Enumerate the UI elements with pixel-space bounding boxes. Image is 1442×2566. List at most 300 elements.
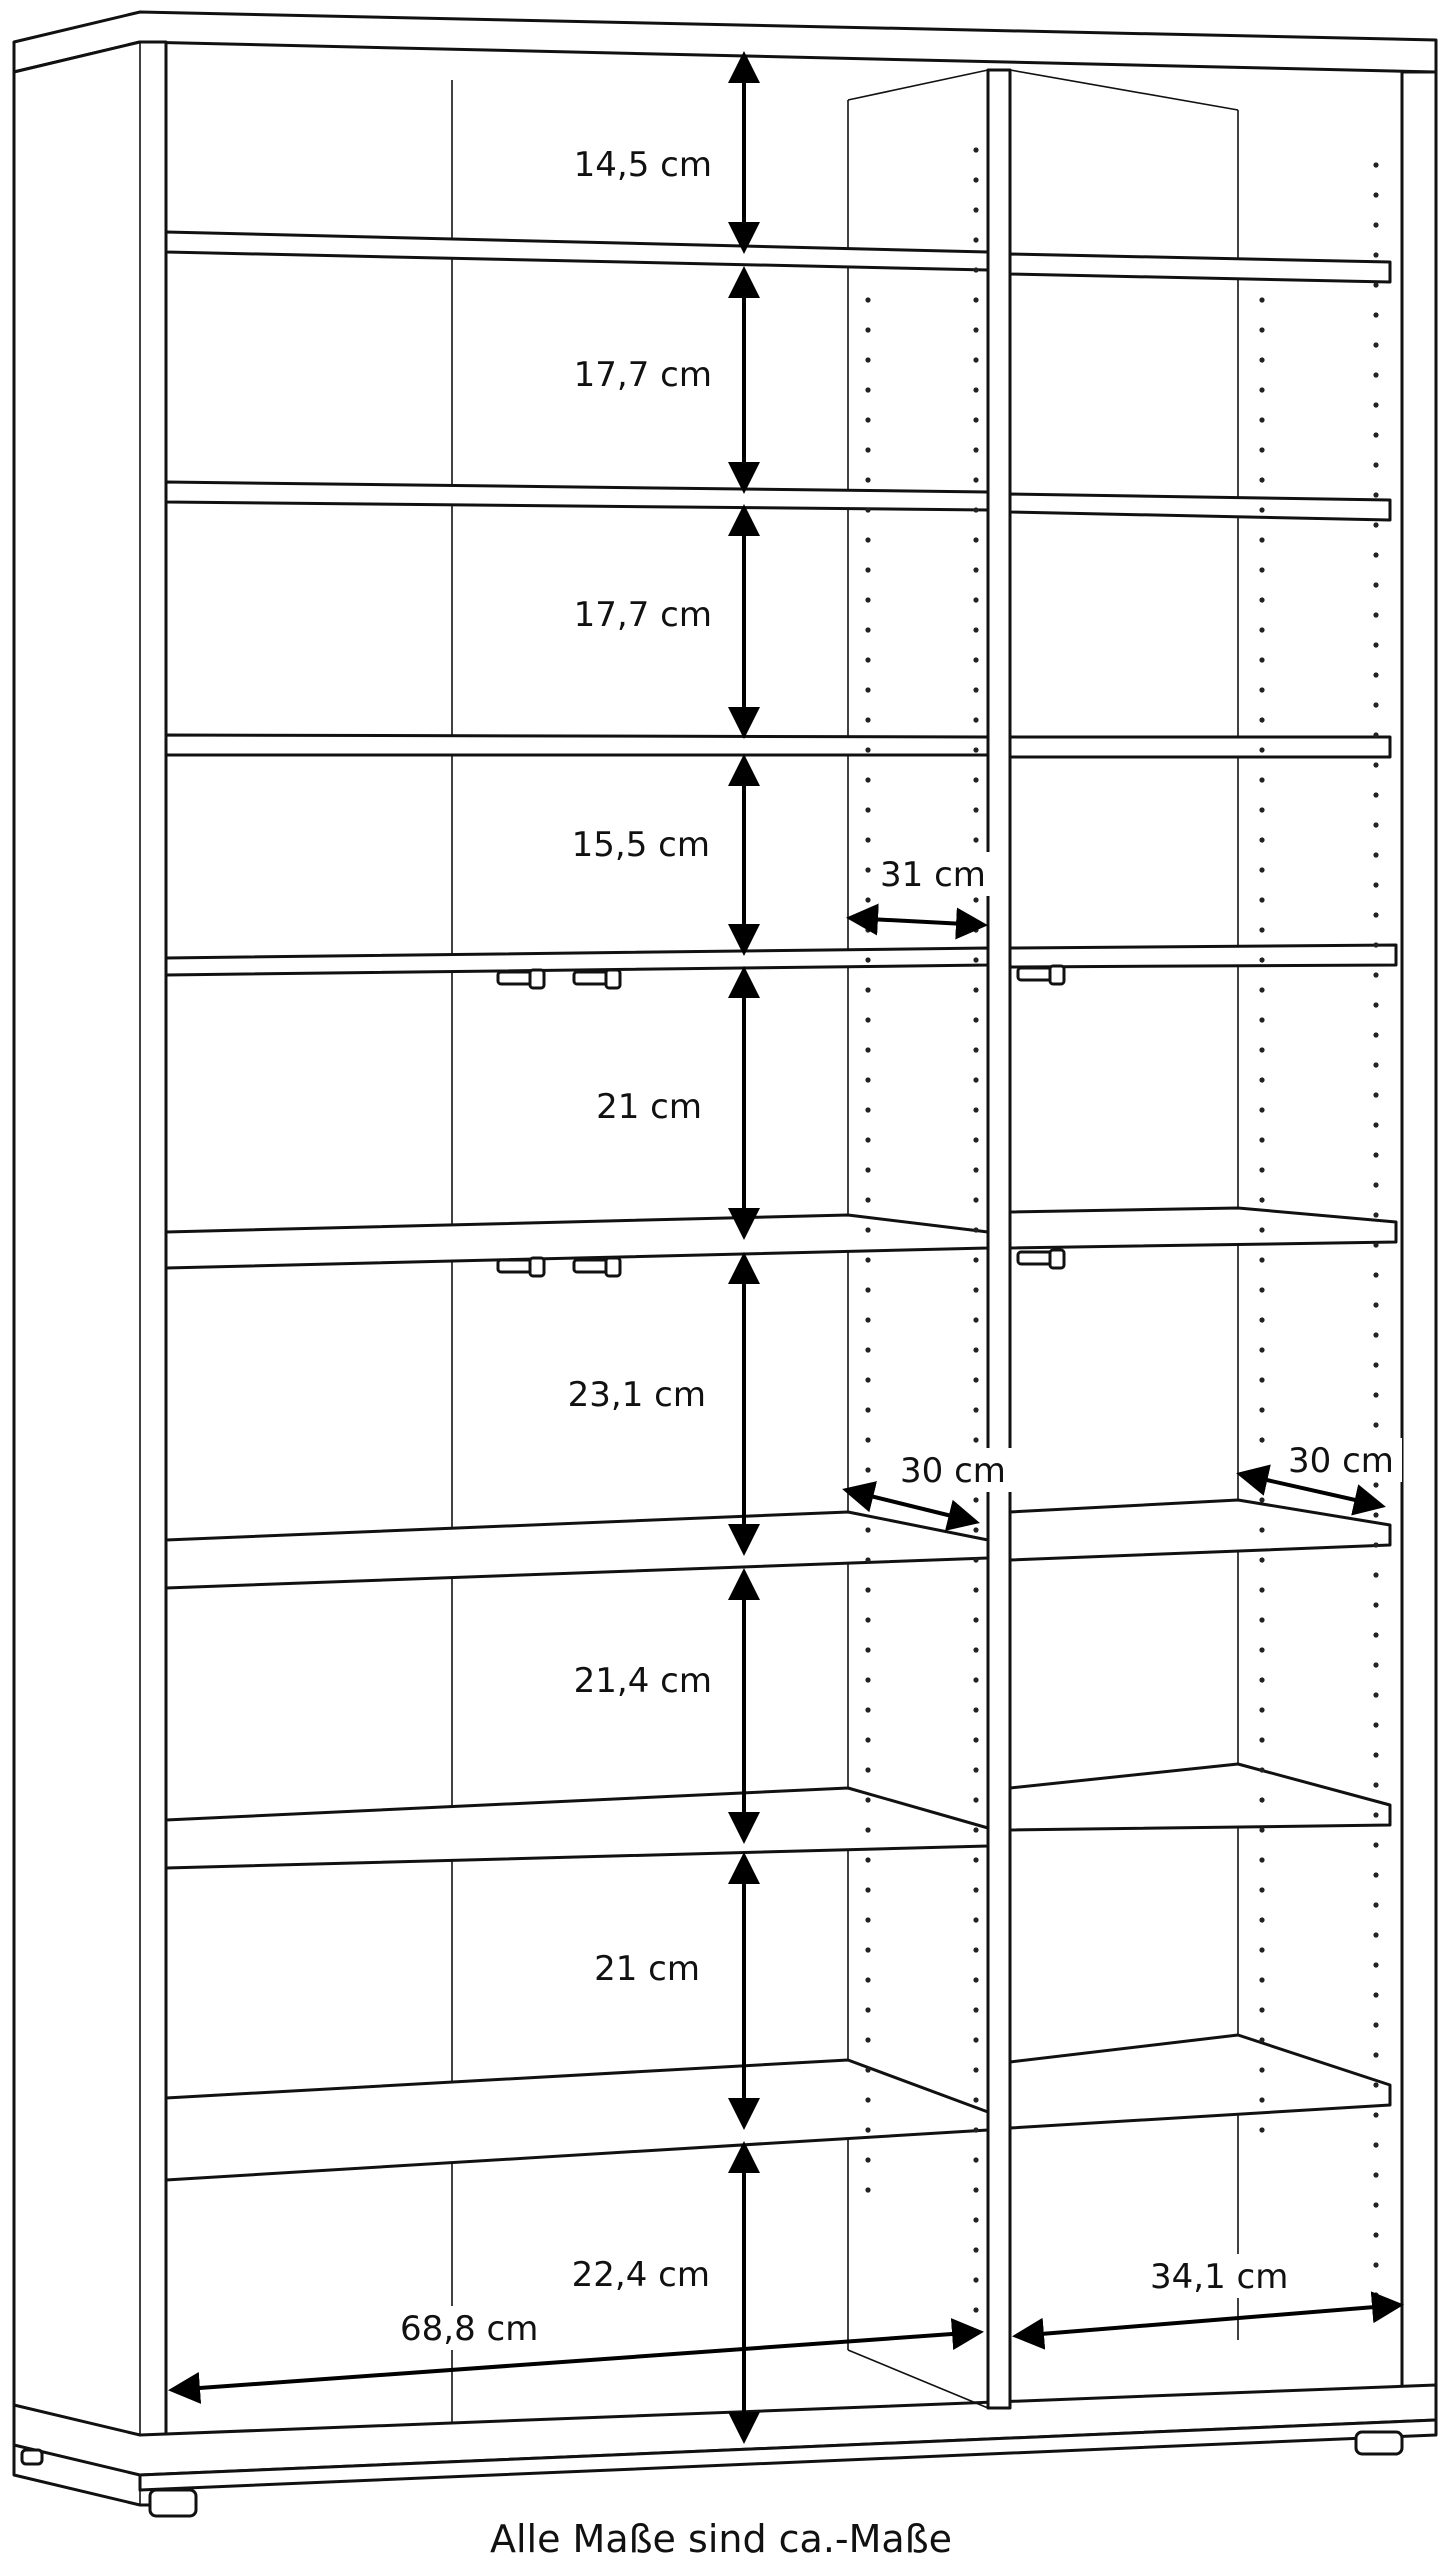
pin-hole bbox=[973, 477, 978, 482]
height-label-6: 23,1 cm bbox=[567, 1375, 706, 1415]
shelves bbox=[166, 232, 1396, 2180]
pin-hole bbox=[865, 477, 870, 482]
pin-hole bbox=[865, 807, 870, 812]
pin-hole bbox=[865, 1917, 870, 1922]
pin-hole bbox=[865, 297, 870, 302]
pin-hole bbox=[1373, 2292, 1378, 2297]
pin-hole bbox=[1373, 582, 1378, 587]
pin-hole bbox=[973, 1407, 978, 1412]
pin-hole bbox=[1259, 1827, 1264, 1832]
pin-hole bbox=[1259, 1947, 1264, 1952]
pin-hole bbox=[865, 1287, 870, 1292]
pin-hole bbox=[865, 2007, 870, 2012]
pin-hole bbox=[973, 747, 978, 752]
caption: Alle Maße sind ca.-Maße bbox=[489, 2517, 953, 2561]
pin-hole bbox=[1259, 1527, 1264, 1532]
pin-hole bbox=[973, 1227, 978, 1232]
pin-hole bbox=[865, 1827, 870, 1832]
pin-hole bbox=[865, 1407, 870, 1412]
pin-hole bbox=[1259, 1227, 1264, 1232]
pin-hole bbox=[1259, 597, 1264, 602]
pin-hole bbox=[1373, 552, 1378, 557]
pin-hole bbox=[865, 627, 870, 632]
pin-hole bbox=[973, 1827, 978, 1832]
pin-hole bbox=[1373, 1272, 1378, 1277]
pin-hole bbox=[973, 1767, 978, 1772]
pin-hole bbox=[865, 777, 870, 782]
pin-hole bbox=[1373, 1002, 1378, 1007]
pin-hole bbox=[1259, 417, 1264, 422]
shelf-4-right bbox=[1010, 945, 1396, 967]
pin-hole bbox=[1373, 2052, 1378, 2057]
pin-hole bbox=[973, 1137, 978, 1142]
shelf-5-right bbox=[1010, 1208, 1396, 1248]
pin-hole bbox=[1373, 2142, 1378, 2147]
pin-hole bbox=[1373, 1512, 1378, 1517]
pin-hole bbox=[973, 717, 978, 722]
pin-hole bbox=[1373, 1212, 1378, 1217]
pin-hole bbox=[1259, 747, 1264, 752]
pin-hole bbox=[973, 1557, 978, 1562]
height-label-7: 21,4 cm bbox=[573, 1661, 712, 1701]
pin-hole bbox=[1373, 432, 1378, 437]
pin-hole bbox=[1259, 1797, 1264, 1802]
pin-hole bbox=[1373, 882, 1378, 887]
pin-hole bbox=[1373, 1182, 1378, 1187]
pin-hole bbox=[1373, 1992, 1378, 1997]
pin-hole bbox=[1259, 1347, 1264, 1352]
pin-hole bbox=[865, 357, 870, 362]
pin-hole bbox=[1259, 1497, 1264, 1502]
pin-hole bbox=[1373, 1122, 1378, 1127]
pin-hole bbox=[1373, 2112, 1378, 2117]
pin-hole bbox=[1373, 1362, 1378, 1367]
foot-front-right bbox=[1356, 2432, 1402, 2454]
pin-hole bbox=[973, 1107, 978, 1112]
center-divider bbox=[988, 70, 1010, 2408]
pin-hole bbox=[1373, 1032, 1378, 1037]
pin-hole bbox=[973, 1587, 978, 1592]
pin-hole bbox=[1259, 357, 1264, 362]
pin-hole bbox=[1259, 2067, 1264, 2072]
shelf-6-left bbox=[166, 1512, 988, 1588]
pin-hole bbox=[1373, 1092, 1378, 1097]
pin-hole bbox=[973, 537, 978, 542]
pin-hole bbox=[1259, 1977, 1264, 1982]
pin-hole bbox=[973, 2007, 978, 2012]
pin-hole bbox=[865, 1137, 870, 1142]
pin-hole bbox=[973, 1737, 978, 1742]
pin-hole bbox=[973, 2277, 978, 2282]
pin-hole bbox=[865, 1437, 870, 1442]
pin-hole bbox=[973, 957, 978, 962]
pin-hole bbox=[1259, 657, 1264, 662]
pin-hole bbox=[865, 1767, 870, 1772]
pin-hole bbox=[1259, 1917, 1264, 1922]
pin-hole bbox=[865, 2187, 870, 2192]
pin-hole bbox=[865, 507, 870, 512]
pin-hole bbox=[973, 927, 978, 932]
pin-hole bbox=[1373, 672, 1378, 677]
pin-hole bbox=[973, 1917, 978, 1922]
height-label-9: 22,4 cm bbox=[571, 2255, 710, 2295]
pin-hole bbox=[865, 1647, 870, 1652]
pin-hole bbox=[973, 1887, 978, 1892]
pin-hole bbox=[1259, 567, 1264, 572]
pin-hole bbox=[1259, 1317, 1264, 1322]
pin-hole bbox=[1259, 627, 1264, 632]
pin-hole bbox=[1259, 297, 1264, 302]
pin-hole bbox=[973, 1677, 978, 1682]
pin-hole bbox=[1373, 402, 1378, 407]
pin-hole bbox=[865, 2037, 870, 2042]
pin-hole bbox=[865, 1017, 870, 1022]
pin-hole bbox=[865, 1857, 870, 1862]
pin-hole bbox=[1259, 897, 1264, 902]
width-arrow-left bbox=[172, 2332, 980, 2390]
pin-hole bbox=[1373, 2202, 1378, 2207]
pin-hole bbox=[865, 717, 870, 722]
depth-label-lower-right: 30 cm bbox=[1288, 1441, 1394, 1481]
height-label-8: 21 cm bbox=[594, 1949, 700, 1989]
pin-hole bbox=[973, 507, 978, 512]
pin-hole bbox=[1259, 447, 1264, 452]
pin-hole bbox=[1259, 837, 1264, 842]
pin-hole bbox=[1373, 2232, 1378, 2237]
pin-hole bbox=[973, 1257, 978, 1262]
pin-hole bbox=[973, 2217, 978, 2222]
pin-hole bbox=[865, 687, 870, 692]
pin-hole bbox=[865, 1677, 870, 1682]
pin-hole bbox=[1259, 717, 1264, 722]
pin-hole bbox=[865, 537, 870, 542]
pin-hole bbox=[1259, 477, 1264, 482]
foot-front-middle bbox=[150, 2490, 196, 2516]
pin-hole bbox=[865, 747, 870, 752]
pin-hole bbox=[865, 1707, 870, 1712]
pin-hole bbox=[1373, 612, 1378, 617]
pin-hole bbox=[1373, 1302, 1378, 1307]
pin-hole bbox=[1259, 1167, 1264, 1172]
pin-hole bbox=[1373, 762, 1378, 767]
depth-label-lower-left: 30 cm bbox=[900, 1451, 1006, 1491]
pin-hole bbox=[973, 147, 978, 152]
pin-hole bbox=[973, 1077, 978, 1082]
pin-hole bbox=[1259, 1857, 1264, 1862]
pin-hole bbox=[973, 237, 978, 242]
pin-hole bbox=[865, 2157, 870, 2162]
pin-hole bbox=[865, 987, 870, 992]
pin-hole bbox=[1373, 1572, 1378, 1577]
pin-hole bbox=[1259, 1887, 1264, 1892]
fitting-2 bbox=[574, 970, 620, 988]
pin-hole bbox=[865, 447, 870, 452]
pin-hole bbox=[973, 387, 978, 392]
width-label-right: 34,1 cm bbox=[1150, 2257, 1289, 2297]
pin-hole bbox=[1259, 1077, 1264, 1082]
width-label-left: 68,8 cm bbox=[400, 2309, 539, 2349]
pin-hole bbox=[865, 417, 870, 422]
pin-hole bbox=[1259, 987, 1264, 992]
pin-hole bbox=[865, 1197, 870, 1202]
pin-hole bbox=[973, 567, 978, 572]
pin-hole bbox=[973, 2037, 978, 2042]
pin-hole bbox=[865, 2097, 870, 2102]
right-side-panel bbox=[1402, 72, 1436, 2395]
pin-hole bbox=[865, 2067, 870, 2072]
pin-hole bbox=[1259, 687, 1264, 692]
pin-hole bbox=[1259, 867, 1264, 872]
pin-hole bbox=[973, 1017, 978, 1022]
pin-hole bbox=[865, 1467, 870, 1472]
height-label-5: 21 cm bbox=[596, 1087, 702, 1127]
shelf-7-left bbox=[166, 1788, 988, 1868]
pin-hole bbox=[1259, 1137, 1264, 1142]
height-label-2: 17,7 cm bbox=[573, 355, 712, 395]
pin-hole bbox=[1373, 1812, 1378, 1817]
pin-hole bbox=[1373, 1632, 1378, 1637]
pin-hole bbox=[1373, 252, 1378, 257]
shelf-1-right bbox=[1010, 254, 1390, 282]
pin-hole bbox=[1373, 2082, 1378, 2087]
pin-hole bbox=[973, 1977, 978, 1982]
fitting-5 bbox=[574, 1258, 620, 1276]
fitting-4 bbox=[498, 1258, 544, 1276]
pin-hole bbox=[865, 897, 870, 902]
pin-hole bbox=[1373, 2022, 1378, 2027]
left-side-panel bbox=[14, 42, 166, 2505]
pin-hole bbox=[865, 1257, 870, 1262]
depth-label-upper: 31 cm bbox=[880, 855, 986, 895]
pin-hole bbox=[1373, 1602, 1378, 1607]
pin-hole bbox=[1373, 1242, 1378, 1247]
pin-hole bbox=[1373, 1842, 1378, 1847]
foot-left-front bbox=[22, 2450, 42, 2464]
height-label-4: 15,5 cm bbox=[571, 825, 710, 865]
pin-hole bbox=[1373, 792, 1378, 797]
pin-hole bbox=[1259, 957, 1264, 962]
pin-hole bbox=[1259, 387, 1264, 392]
shelf-8-right bbox=[1010, 2035, 1390, 2128]
pin-hole bbox=[1373, 1932, 1378, 1937]
pin-hole bbox=[1373, 222, 1378, 227]
shelf-1-left bbox=[166, 232, 988, 270]
pin-hole bbox=[973, 1527, 978, 1532]
pin-hole bbox=[1373, 972, 1378, 977]
pin-hole bbox=[1259, 2097, 1264, 2102]
pin-hole bbox=[973, 1857, 978, 1862]
height-label-1: 14,5 cm bbox=[573, 145, 712, 185]
pin-hole bbox=[1373, 1662, 1378, 1667]
pin-hole bbox=[865, 1737, 870, 1742]
pin-hole bbox=[1373, 852, 1378, 857]
pin-hole bbox=[865, 1617, 870, 1622]
height-label-3: 17,7 cm bbox=[573, 595, 712, 635]
pin-hole bbox=[973, 657, 978, 662]
pin-hole bbox=[1259, 507, 1264, 512]
shelf-8-left bbox=[166, 2060, 988, 2180]
pin-hole bbox=[1259, 1047, 1264, 1052]
pin-hole bbox=[973, 1437, 978, 1442]
pin-hole bbox=[865, 957, 870, 962]
pin-hole bbox=[865, 1347, 870, 1352]
shelf-2-left bbox=[166, 482, 988, 510]
pin-hole bbox=[973, 1497, 978, 1502]
pin-hole bbox=[1373, 912, 1378, 917]
pin-hole bbox=[1259, 2007, 1264, 2012]
fitting-6 bbox=[1018, 1250, 1064, 1268]
pin-hole bbox=[973, 207, 978, 212]
pin-hole bbox=[1259, 1767, 1264, 1772]
pin-hole bbox=[1373, 1752, 1378, 1757]
top-panel bbox=[14, 12, 1436, 72]
pin-hole bbox=[865, 387, 870, 392]
pin-hole bbox=[865, 1497, 870, 1502]
pin-hole bbox=[1373, 942, 1378, 947]
pin-hole bbox=[1373, 312, 1378, 317]
pin-hole bbox=[1259, 1467, 1264, 1472]
pin-hole bbox=[1373, 822, 1378, 827]
pin-hole bbox=[973, 1167, 978, 1172]
pin-hole bbox=[1373, 1692, 1378, 1697]
pin-hole bbox=[1373, 2262, 1378, 2267]
pin-hole bbox=[973, 267, 978, 272]
pin-hole bbox=[1259, 1407, 1264, 1412]
pin-hole bbox=[1259, 327, 1264, 332]
pin-hole bbox=[973, 1317, 978, 1322]
pin-hole bbox=[973, 1377, 978, 1382]
pin-hole bbox=[973, 1647, 978, 1652]
pin-hole bbox=[1373, 192, 1378, 197]
shelf-7-right bbox=[1010, 1764, 1390, 1830]
pin-hole bbox=[973, 327, 978, 332]
pin-hole bbox=[1373, 492, 1378, 497]
pin-hole bbox=[973, 2247, 978, 2252]
pin-hole bbox=[973, 2097, 978, 2102]
pin-hole bbox=[865, 1377, 870, 1382]
pin-hole bbox=[1259, 1557, 1264, 1562]
pin-hole bbox=[865, 1317, 870, 1322]
pin-hole bbox=[1373, 1422, 1378, 1427]
pin-hole bbox=[1373, 372, 1378, 377]
pin-hole bbox=[865, 597, 870, 602]
pin-hole bbox=[1259, 537, 1264, 542]
pin-hole bbox=[1373, 1062, 1378, 1067]
pin-hole bbox=[1259, 777, 1264, 782]
pin-hole bbox=[1373, 282, 1378, 287]
pin-hole bbox=[865, 1797, 870, 1802]
pin-hole bbox=[1373, 642, 1378, 647]
pin-hole bbox=[1259, 1197, 1264, 1202]
pin-hole bbox=[973, 987, 978, 992]
pin-hole bbox=[1259, 1017, 1264, 1022]
shelf-3-left bbox=[166, 735, 988, 755]
pin-hole bbox=[1373, 342, 1378, 347]
pin-hole bbox=[865, 567, 870, 572]
pin-hole bbox=[973, 417, 978, 422]
pin-hole bbox=[1259, 1737, 1264, 1742]
pin-hole bbox=[865, 1167, 870, 1172]
pin-hole bbox=[973, 1947, 978, 1952]
pin-hole bbox=[1373, 522, 1378, 527]
pin-hole bbox=[1259, 1437, 1264, 1442]
pin-hole bbox=[865, 1077, 870, 1082]
pin-hole bbox=[973, 1707, 978, 1712]
pin-hole bbox=[865, 1947, 870, 1952]
pin-hole bbox=[1373, 462, 1378, 467]
pin-hole bbox=[1373, 1722, 1378, 1727]
pin-hole bbox=[1373, 702, 1378, 707]
pin-hole bbox=[1259, 1617, 1264, 1622]
pin-hole bbox=[973, 177, 978, 182]
shelf-6-right bbox=[1010, 1500, 1390, 1560]
pin-hole bbox=[1259, 807, 1264, 812]
pin-hole bbox=[865, 657, 870, 662]
pin-hole bbox=[865, 1557, 870, 1562]
pin-hole bbox=[973, 2067, 978, 2072]
pin-hole bbox=[1373, 1482, 1378, 1487]
pin-hole bbox=[1259, 927, 1264, 932]
pin-hole bbox=[973, 2157, 978, 2162]
pin-hole bbox=[865, 1977, 870, 1982]
pin-hole bbox=[1259, 1587, 1264, 1592]
pin-hole bbox=[1373, 1782, 1378, 1787]
depth-arrow-upper bbox=[850, 918, 984, 925]
pin-hole bbox=[973, 1197, 978, 1202]
pin-hole bbox=[865, 927, 870, 932]
pin-hole bbox=[973, 297, 978, 302]
pin-hole bbox=[1373, 162, 1378, 167]
pin-hole bbox=[1373, 1962, 1378, 1967]
pin-hole bbox=[1259, 1647, 1264, 1652]
pin-hole bbox=[1373, 1152, 1378, 1157]
pin-hole bbox=[1259, 2127, 1264, 2132]
pin-hole bbox=[973, 1287, 978, 1292]
pin-hole bbox=[973, 1797, 978, 1802]
pin-hole bbox=[973, 1617, 978, 1622]
width-arrow-right bbox=[1016, 2305, 1400, 2336]
pin-hole bbox=[1259, 1707, 1264, 1712]
pin-hole bbox=[1259, 1377, 1264, 1382]
pin-hole bbox=[973, 2187, 978, 2192]
pin-hole bbox=[865, 327, 870, 332]
fitting-3 bbox=[1018, 966, 1064, 984]
pin-hole bbox=[865, 1527, 870, 1532]
pin-hole bbox=[973, 627, 978, 632]
pin-hole bbox=[973, 897, 978, 902]
pin-hole bbox=[973, 777, 978, 782]
pin-hole bbox=[1373, 2172, 1378, 2177]
pin-hole bbox=[973, 2127, 978, 2132]
pin-hole bbox=[1259, 2037, 1264, 2042]
pin-hole bbox=[973, 687, 978, 692]
pin-hole bbox=[973, 1347, 978, 1352]
fitting-1 bbox=[498, 970, 544, 988]
pin-hole bbox=[1259, 1677, 1264, 1682]
pin-hole bbox=[865, 1887, 870, 1892]
pin-hole bbox=[1373, 732, 1378, 737]
pin-hole bbox=[1373, 1392, 1378, 1397]
shelf-2-right bbox=[1010, 494, 1390, 520]
pin-hole bbox=[1373, 1542, 1378, 1547]
pin-hole bbox=[865, 1587, 870, 1592]
pin-hole bbox=[865, 867, 870, 872]
pin-hole bbox=[1373, 1872, 1378, 1877]
pin-hole bbox=[973, 597, 978, 602]
pin-hole bbox=[973, 837, 978, 842]
pin-hole bbox=[973, 1047, 978, 1052]
pin-hole bbox=[865, 1227, 870, 1232]
